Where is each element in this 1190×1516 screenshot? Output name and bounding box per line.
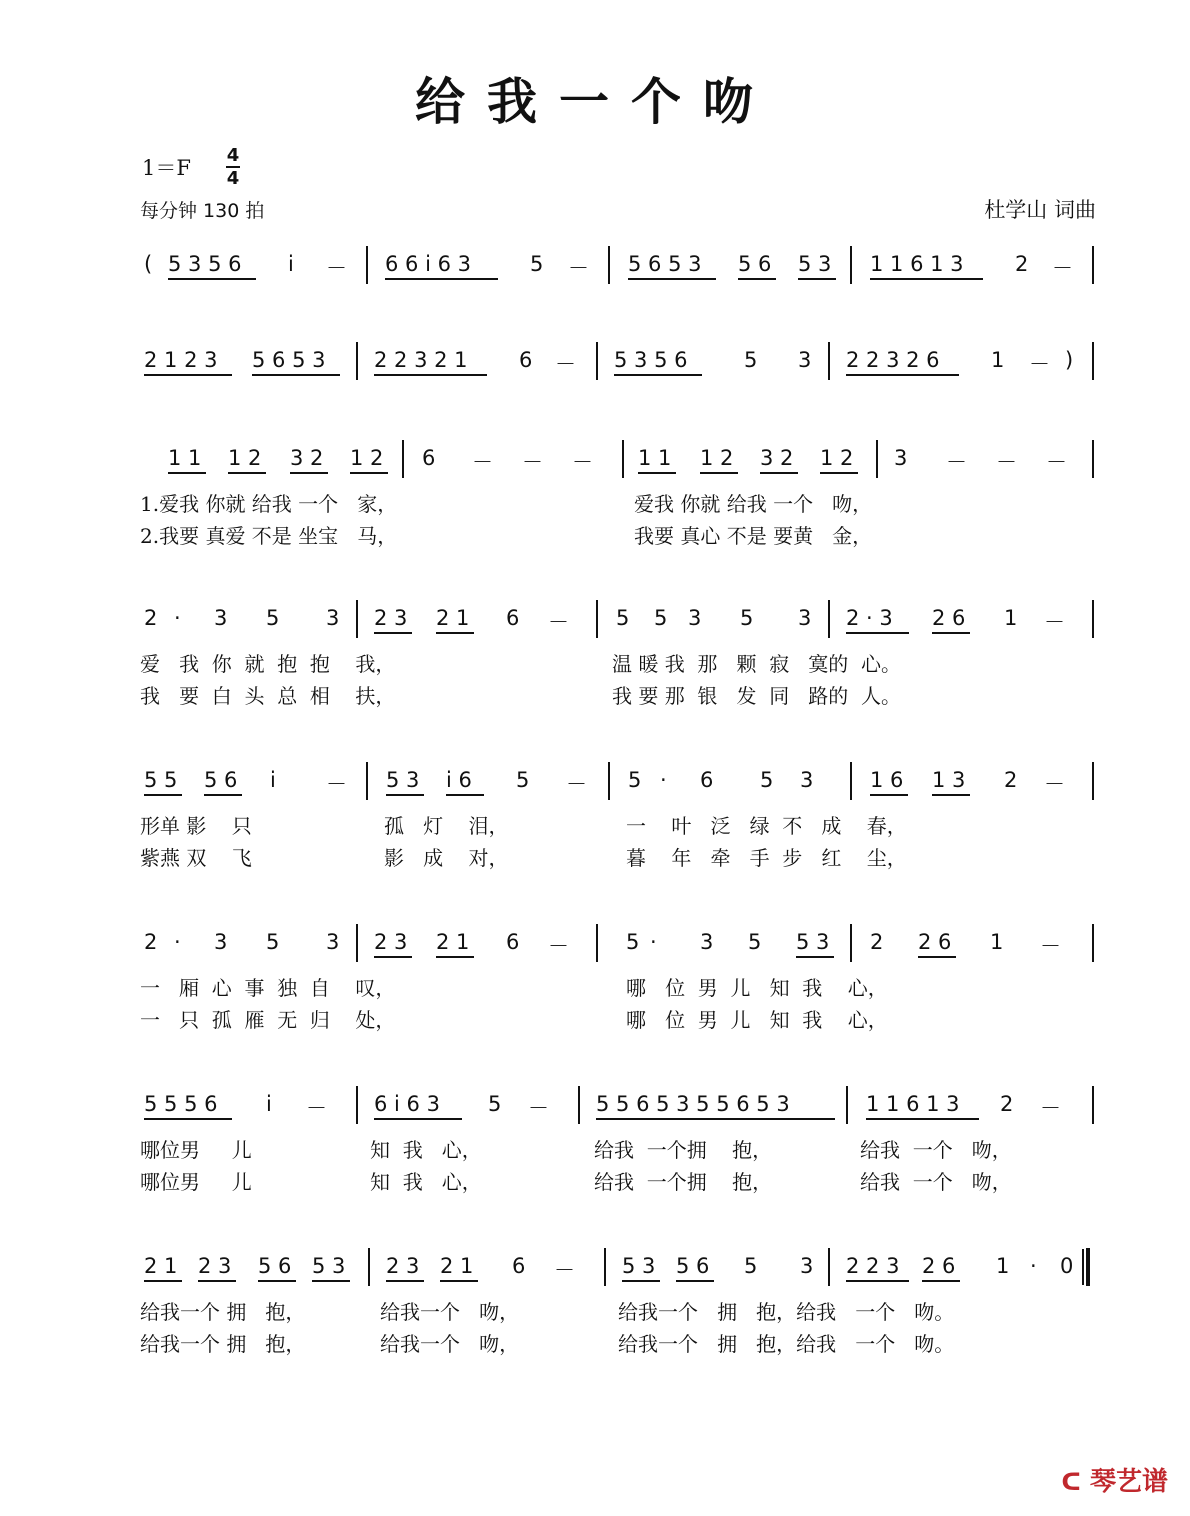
note-group: 2 <box>870 930 884 954</box>
note-group: 3 <box>326 606 340 630</box>
note-group: ) <box>1065 348 1074 372</box>
note-group: 1 <box>990 930 1004 954</box>
time-signature <box>226 146 240 188</box>
note-group: 2 1 <box>436 930 470 954</box>
note-group: 2 3 <box>374 930 408 954</box>
note-group: 2 <box>1004 768 1018 792</box>
note-group: － <box>1040 934 1061 958</box>
note-group: · <box>650 930 657 954</box>
note-group: i <box>288 252 294 276</box>
note-group: 1 3 <box>932 768 966 792</box>
note-group: 3 <box>700 930 714 954</box>
note-group: － <box>1046 450 1067 474</box>
note-group: · <box>174 606 181 630</box>
note-group: 5 3 <box>798 252 832 276</box>
note-group: 0 <box>1060 1254 1074 1278</box>
note-group: 2 6 <box>918 930 952 954</box>
note-group: 5 5 <box>144 768 178 792</box>
lyric-line: 给我 一个拥 抱， <box>594 1138 773 1162</box>
note-group: － <box>996 450 1017 474</box>
note-group: 1 2 <box>820 446 854 470</box>
note-group: 5 <box>626 930 640 954</box>
lyric-line: 知 我 心， <box>370 1170 482 1194</box>
score-title: 给我一个吻 <box>415 72 775 131</box>
note-group: 1 2 <box>350 446 384 470</box>
notes-line <box>0 348 1190 378</box>
lyric-line: 形单 影 只 <box>140 814 252 838</box>
note-group: 1 2 <box>228 446 262 470</box>
note-group: 2 3 <box>198 1254 232 1278</box>
note-group: 6 i 6 3 <box>374 1092 440 1116</box>
note-group: 5 <box>488 1092 502 1116</box>
note-group: 2 1 <box>440 1254 474 1278</box>
note-group: 5 3 <box>312 1254 346 1278</box>
note-group: 2 2 3 2 1 <box>374 348 468 372</box>
note-group: 1 1 <box>638 446 672 470</box>
lyric-line: 给我一个 拥 抱， <box>140 1300 306 1324</box>
lyric-line: 我要 真心 不是 要黄 金， <box>634 524 873 548</box>
note-group: 5 <box>516 768 530 792</box>
note-group: － <box>572 450 593 474</box>
lyric-line: 影 成 对， <box>384 846 509 870</box>
lyric-line: 给我一个 拥 抱，给我 一个 吻。 <box>618 1332 955 1356</box>
note-group: － <box>306 1096 327 1120</box>
lyric-line: 一 叶 泛 绿 不 成 春， <box>626 814 907 838</box>
note-group: － <box>554 1258 575 1282</box>
composer-credit: 杜学山 词曲 <box>984 198 1096 222</box>
lyric-line: 孤 灯 泪， <box>384 814 509 838</box>
note-group: 2 <box>1015 252 1029 276</box>
lyric-line: 给我 一个 吻， <box>860 1170 1012 1194</box>
lyric-line: 暮 年 牵 手 步 红 尘， <box>626 846 907 870</box>
note-group: 3 <box>326 930 340 954</box>
note-group: 2 2 3 <box>846 1254 900 1278</box>
notes-line <box>0 1092 1190 1122</box>
notes-line <box>0 446 1190 476</box>
note-group: 2 3 <box>374 606 408 630</box>
key-signature: 1＝F <box>142 156 191 180</box>
note-group: 2 <box>144 930 158 954</box>
note-group: 3 <box>894 446 908 470</box>
lyric-line: 我 要 白 头 总 相 扶， <box>140 684 396 708</box>
note-group: 3 <box>688 606 702 630</box>
note-group: 5 <box>740 606 754 630</box>
lyric-line: 一 厢 心 事 独 自 叹， <box>140 976 396 1000</box>
note-group: 2 3 <box>386 1254 420 1278</box>
note-group: － <box>566 772 587 796</box>
note-group: － <box>472 450 493 474</box>
site-logo <box>1061 1461 1168 1498</box>
note-group: 5 <box>266 606 280 630</box>
lyric-line: 爱 我 你 就 抱 抱 我， <box>140 652 396 676</box>
notes-line <box>0 930 1190 960</box>
note-group: 2 <box>144 606 158 630</box>
tempo-marking: 每分钟 130 拍 <box>140 200 265 222</box>
note-group: · <box>174 930 181 954</box>
note-group: 3 <box>798 606 812 630</box>
note-group: 6 <box>506 930 520 954</box>
note-group: － <box>326 772 347 796</box>
note-group: 5 <box>266 930 280 954</box>
note-group: 3 <box>214 606 228 630</box>
note-group: － <box>528 1096 549 1120</box>
note-group: 2 6 <box>932 606 966 630</box>
note-group: 5 6 5 3 <box>628 252 702 276</box>
qinyipu-logo-icon: ᑕ <box>1061 1468 1081 1496</box>
note-group: · <box>1030 1254 1037 1278</box>
lyric-line: 知 我 心， <box>370 1138 482 1162</box>
note-group: 5 6 <box>204 768 238 792</box>
note-group: 5 <box>744 348 758 372</box>
note-group: i <box>270 768 276 792</box>
note-group: 5 6 5 3 <box>252 348 326 372</box>
note-group: 3 <box>800 768 814 792</box>
note-group: 2 1 <box>436 606 470 630</box>
note-group: 1 <box>996 1254 1010 1278</box>
lyric-line: 哪 位 男 儿 知 我 心， <box>626 976 888 1000</box>
note-group: 3 <box>800 1254 814 1278</box>
note-group: 3 <box>214 930 228 954</box>
note-group: － <box>522 450 543 474</box>
note-group: 6 6 i 6 3 <box>385 252 471 276</box>
lyric-line: 给我一个 吻， <box>380 1332 520 1356</box>
note-group: 6 <box>422 446 436 470</box>
lyric-line: 给我 一个 吻， <box>860 1138 1012 1162</box>
note-group: i <box>266 1092 272 1116</box>
lyric-line: 爱我 你就 给我 一个 吻， <box>634 492 873 516</box>
note-group: ( <box>144 252 153 276</box>
note-group: － <box>1044 772 1065 796</box>
note-group: － <box>555 352 576 376</box>
note-group: 3 <box>798 348 812 372</box>
note-group: 5 3 <box>386 768 420 792</box>
lyric-line: 温 暖 我 那 颗 寂 寞的 心。 <box>612 652 902 676</box>
note-group: 5 <box>616 606 630 630</box>
note-group: 5 <box>760 768 774 792</box>
note-group: － <box>326 256 347 280</box>
lyric-line: 哪位男 儿 <box>140 1170 252 1194</box>
note-group: 5 3 <box>796 930 830 954</box>
note-group: － <box>1052 256 1073 280</box>
note-group: － <box>946 450 967 474</box>
lyric-line: 给我 一个拥 抱， <box>594 1170 773 1194</box>
notes-line <box>0 768 1190 798</box>
note-group: － <box>1040 1096 1061 1120</box>
note-group: 5 <box>530 252 544 276</box>
note-group: 6 <box>700 768 714 792</box>
lyric-line: 我 要 那 银 发 同 路的 人。 <box>612 684 902 708</box>
note-group: 5 3 5 6 <box>168 252 242 276</box>
lyric-line: 给我一个 拥 抱， <box>140 1332 306 1356</box>
note-group: 1 6 <box>870 768 904 792</box>
note-group: 2 · 3 <box>846 606 893 630</box>
note-group: 2 6 <box>922 1254 956 1278</box>
note-group: 1 <box>1004 606 1018 630</box>
note-group: － <box>548 610 569 634</box>
time-signature-bottom: 4 <box>226 168 240 189</box>
note-group: 1 1 <box>168 446 202 470</box>
note-group: 5 6 <box>258 1254 292 1278</box>
lyric-line: 哪位男 儿 <box>140 1138 252 1162</box>
note-group: － <box>1044 610 1065 634</box>
note-group: 2 <box>1000 1092 1014 1116</box>
note-group: 5 3 5 6 <box>614 348 688 372</box>
time-signature-top: 4 <box>226 145 240 166</box>
note-group: 5 5 6 5 3 5 5 6 5 3 <box>596 1092 790 1116</box>
notes-line <box>0 606 1190 636</box>
note-group: 3 2 <box>290 446 324 470</box>
note-group: 3 2 <box>760 446 794 470</box>
note-group: 2 1 2 3 <box>144 348 218 372</box>
note-group: － <box>1029 352 1050 376</box>
lyric-line: 给我一个 吻， <box>380 1300 520 1324</box>
note-group: 2 2 3 2 6 <box>846 348 940 372</box>
lyric-line: 2.我要 真爱 不是 坐宝 马， <box>140 524 398 548</box>
note-group: － <box>548 934 569 958</box>
site-logo-text: 琴艺谱 <box>1089 1467 1168 1497</box>
note-group: 6 <box>512 1254 526 1278</box>
note-group: 5 <box>654 606 668 630</box>
note-group: 6 <box>519 348 533 372</box>
lyric-line: 一 只 孤 雁 无 归 处， <box>140 1008 396 1032</box>
note-group: － <box>568 256 589 280</box>
notes-line <box>0 252 1190 282</box>
note-group: 5 3 <box>622 1254 656 1278</box>
lyric-line: 1.爱我 你就 给我 一个 家， <box>140 492 398 516</box>
note-group: · <box>660 768 667 792</box>
note-group: 5 5 5 6 <box>144 1092 218 1116</box>
note-group: 1 <box>991 348 1005 372</box>
note-group: i 6 <box>446 768 472 792</box>
note-group: 5 <box>744 1254 758 1278</box>
lyric-line: 给我一个 拥 抱，给我 一个 吻。 <box>618 1300 955 1324</box>
note-group: 5 <box>628 768 642 792</box>
note-group: 2 1 <box>144 1254 178 1278</box>
note-group: 1 1 6 1 3 <box>866 1092 960 1116</box>
note-group: 1 1 6 1 3 <box>870 252 964 276</box>
lyric-line: 哪 位 男 儿 知 我 心， <box>626 1008 888 1032</box>
note-group: 6 <box>506 606 520 630</box>
note-group: 1 2 <box>700 446 734 470</box>
lyric-line: 紫燕 双 飞 <box>140 846 252 870</box>
note-group: 5 <box>748 930 762 954</box>
notes-line <box>0 1254 1190 1284</box>
note-group: 5 6 <box>676 1254 710 1278</box>
note-group: 5 6 <box>738 252 772 276</box>
